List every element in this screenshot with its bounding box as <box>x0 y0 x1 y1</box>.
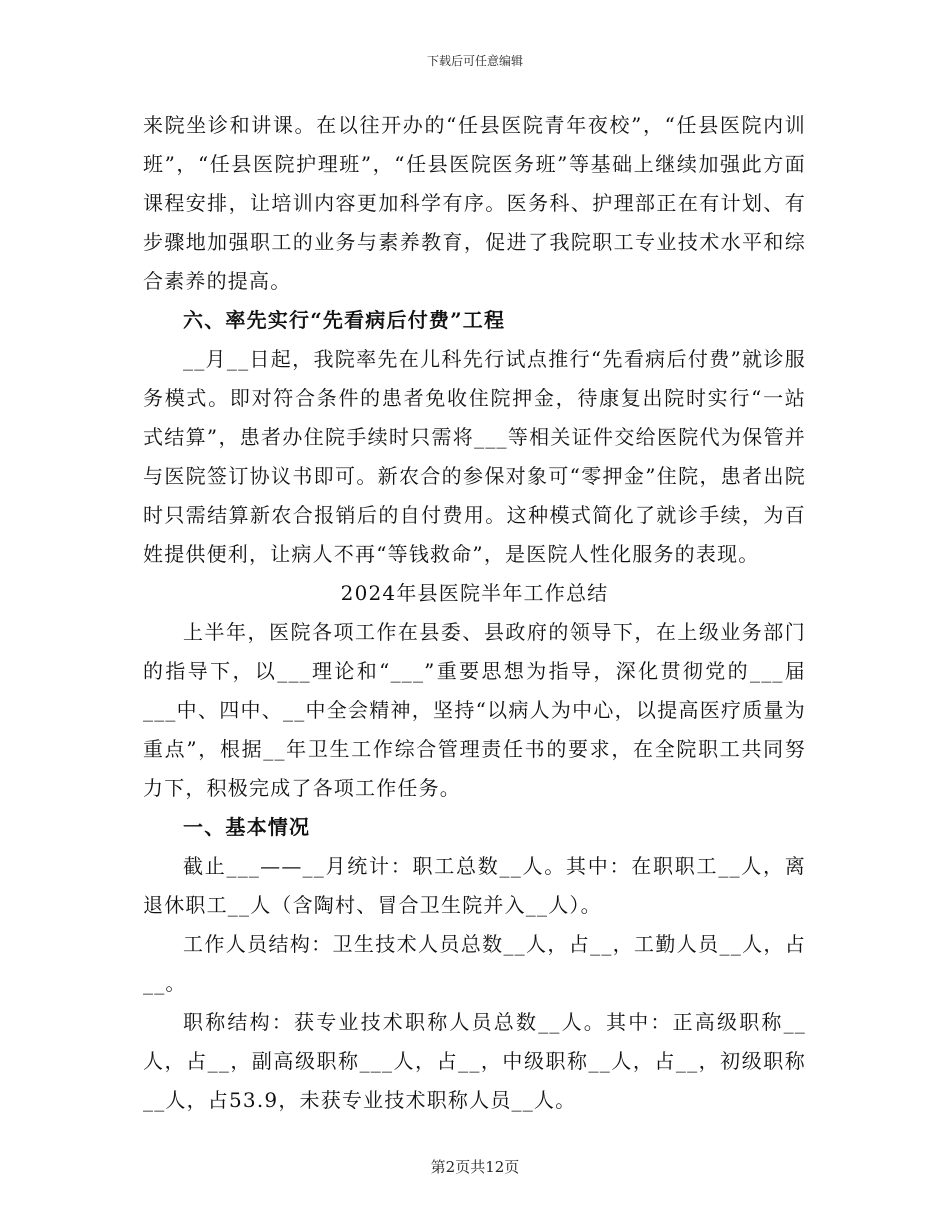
paragraph-continued: 来院坐诊和讲课。在以往开办的“任县医院青年夜校”，“任县医院内训班”，“任县医院护理班”，“任县医院医务班”等基础上继续加强此方面课程安排，让培训内容更加科学有序。医务科、护理部正在有计划、有步骤地加强职工的业务与素养教育，促进了我院职工专业技术水平和综合素养的提高。 <box>143 113 806 293</box>
section-heading-one: 一、基本情况 <box>183 815 311 839</box>
paragraph-title-structure: 职称结构：获专业技术职称人员总数__人。其中：正高级职称__人，占__，副高级职称___人，占__，中级职称__人，占__，初级职称__人，占53.9，未获专业技术职称人员__人。 <box>143 1010 806 1112</box>
paragraph-pay-after-treatment: __月__日起，我院率先在儿科先行试点推行“先看病后付费”就诊服务模式。即对符合条件的患者免收住院押金，待康复出院时实行“一站式结算”，患者办住院手续时只需将___等相关证件交给医院代为保管并与医院签订协议书即可。新农合的参保对象可“零押金”住院，患者出院时只需结算新农合报销后的自付费用。这种模式简化了就诊手续，为百姓提供便利，让病人不再“等钱救命”，是医院人性化服务的表现。 <box>143 347 806 566</box>
page-header: 下载后可任意编辑 <box>426 54 523 68</box>
paragraph-staff-structure: 工作人员结构：卫生技术人员总数__人，占__，工勤人员__人，占__。 <box>143 932 806 995</box>
document-title: 2024年县医院半年工作总结 <box>340 581 609 605</box>
paragraph-staff-stats: 截止___——__月统计：职工总数__人。其中：在职职工__人，离退休职工__人（含陶村、冒合卫生院并入__人）。 <box>143 854 806 917</box>
document-body <box>143 106 806 1120</box>
paragraph-intro: 上半年，医院各项工作在县委、县政府的领导下，在上级业务部门的指导下，以___理论和“___”重要思想为指导，深化贯彻党的___届___中、四中、__中全会精神，坚持“以病人为中心，以提高医疗质量为重点”，根据__年卫生工作综合管理责任书的要求，在全院职工共同努力下，积极完成了各项工作任务。 <box>143 620 806 800</box>
section-heading-six: 六、率先实行“先看病后付费”工程 <box>183 308 506 332</box>
page-footer: 第2页共12页 <box>430 1158 520 1176</box>
